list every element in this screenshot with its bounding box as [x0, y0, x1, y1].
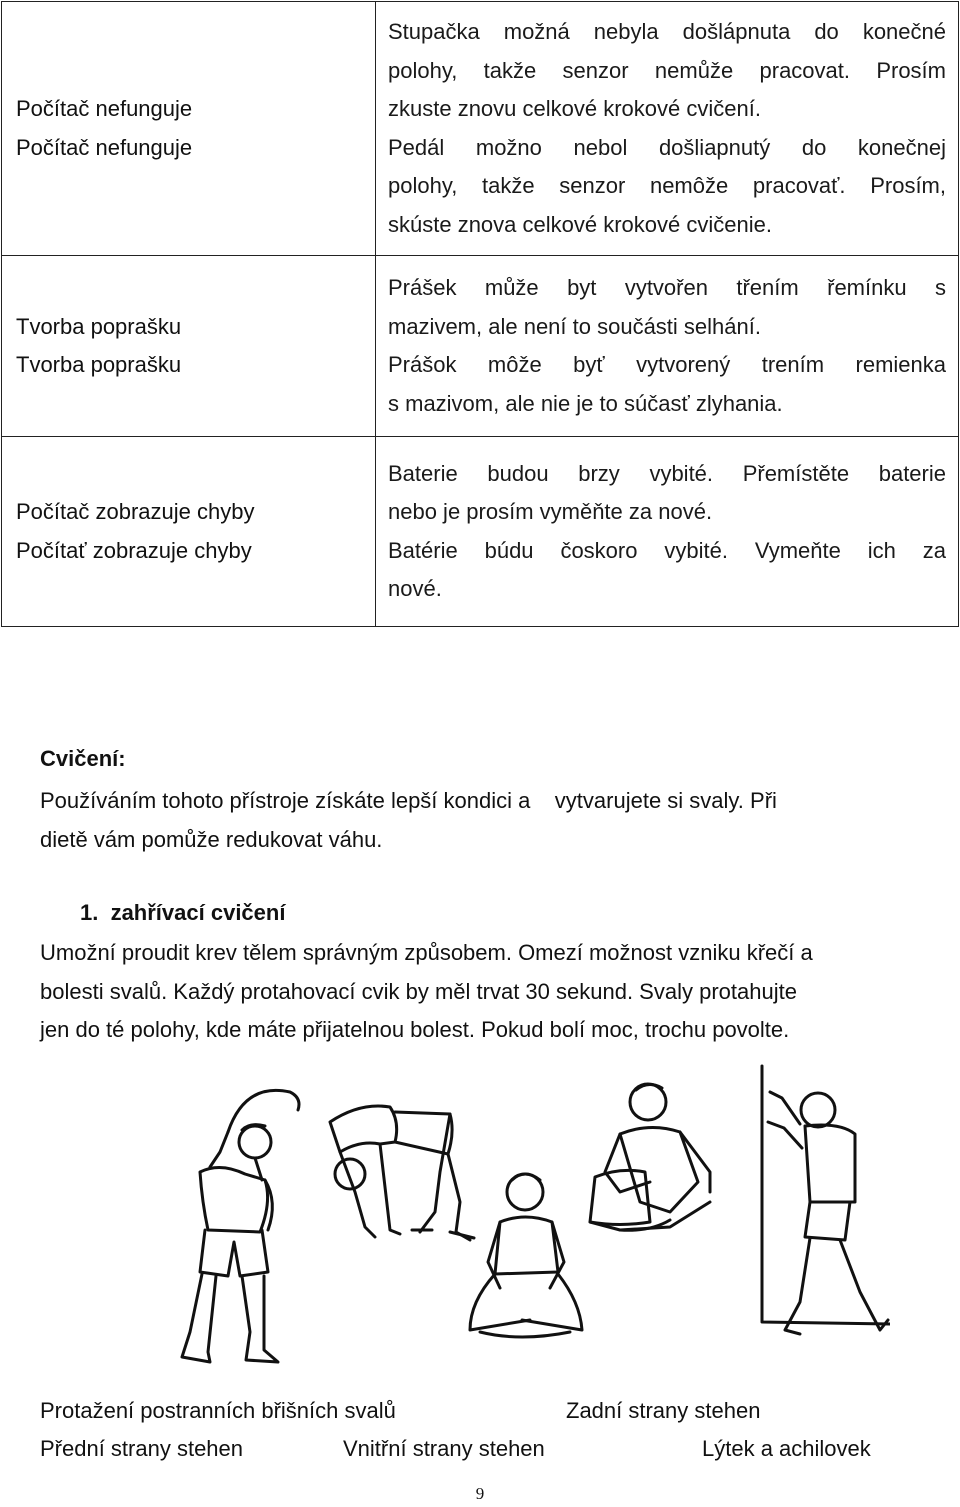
table-row [2, 2, 959, 256]
solution-line: polohy, takže senzor nemôže pracovať. Prosím, [388, 173, 946, 198]
solution-line: mazivem, ale není to součásti selhání. [388, 313, 761, 339]
seated-stretch-figure [590, 1084, 710, 1230]
solution-line: Prášek může byt vytvořen třením řemínku s [388, 275, 946, 300]
warmup-text [40, 934, 920, 1050]
solution-line: nebo je prosím vyměňte za nové. [388, 499, 713, 524]
solution-cell [376, 2, 959, 256]
intro-line: dietě vám pomůže redukovat váhu. [40, 826, 383, 852]
table-row [2, 437, 959, 627]
butterfly-stretch-figure [470, 1174, 582, 1337]
solution-line: Stupačka možná nebyla došlápnuta do konečné [388, 19, 946, 44]
problem-text: Počítač nefunguje [16, 96, 193, 121]
solution-line: s mazivom, ale nie je to súčasť zlyhania. [388, 390, 783, 416]
solution-line: Prášok môže byť vytvorený trením remienka [388, 352, 946, 377]
solution-line: Pedál možno nebol došliapnutý do konečnej [388, 134, 946, 160]
problem-text: Tvorba poprašku [16, 352, 182, 377]
side-stretch-figure [182, 1090, 299, 1362]
troubleshooting-table [1, 1, 959, 627]
calf-stretch-figure [762, 1066, 890, 1334]
caption-calves: Lýtek a achilovek [702, 1436, 871, 1461]
warmup-line: jen do té polohy, kde máte přijatelnou bolest. Pokud bolí moc, trochu povolte. [40, 1017, 790, 1042]
caption-front-thighs: Přední strany stehen [40, 1436, 244, 1461]
solution-line: Baterie budou brzy vybité. Přemístěte baterie [388, 460, 946, 486]
problem-text: Tvorba poprašku [16, 313, 182, 339]
problem-text: Počítač zobrazuje chyby [16, 499, 255, 524]
intro-line: Používáním tohoto přístroje získáte lepší kondici a vytvarujete si svaly. Při [40, 788, 777, 813]
forward-bend-figure [330, 1106, 474, 1240]
problem-text: Počítač nefunguje [16, 134, 193, 160]
caption-back-thighs: Zadní strany stehen [566, 1398, 761, 1423]
problem-cell [2, 2, 376, 256]
exercise-intro [40, 782, 920, 859]
solution-line: nové. [388, 576, 442, 601]
exercise-heading: Cvičení: [40, 746, 126, 771]
problem-cell [2, 437, 376, 627]
problem-cell [2, 256, 376, 437]
page-number: 9 [475, 1484, 485, 1503]
solution-line: skúste znova celkové krokové cvičenie. [388, 211, 772, 237]
caption-side-stretch: Protažení postranních břišních svalů [40, 1398, 396, 1423]
warmup-line: Umožní proudit krev tělem správným způsobem. Omezí možnost vzniku křečí a [40, 940, 813, 965]
warmup-line: bolesti svalů. Každý protahovací cvik by měl trvat 30 sekund. Svaly protahujte [40, 978, 797, 1004]
caption-inner-thighs: Vnitřní strany stehen [343, 1436, 545, 1461]
warmup-title: 1. zahřívací cvičení [80, 900, 286, 925]
table-row [2, 256, 959, 437]
problem-text: Počítať zobrazuje chyby [16, 537, 252, 563]
solution-cell [376, 437, 959, 627]
solution-line: zkuste znovu celkové krokové cvičení. [388, 96, 761, 121]
solution-line: Batérie búdu čoskoro vybité. Vymeňte ich za [388, 537, 946, 563]
stretching-illustrations [150, 1062, 890, 1380]
solution-cell [376, 256, 959, 437]
solution-line: polohy, takže senzor nemůže pracovat. Prosím [388, 57, 946, 83]
